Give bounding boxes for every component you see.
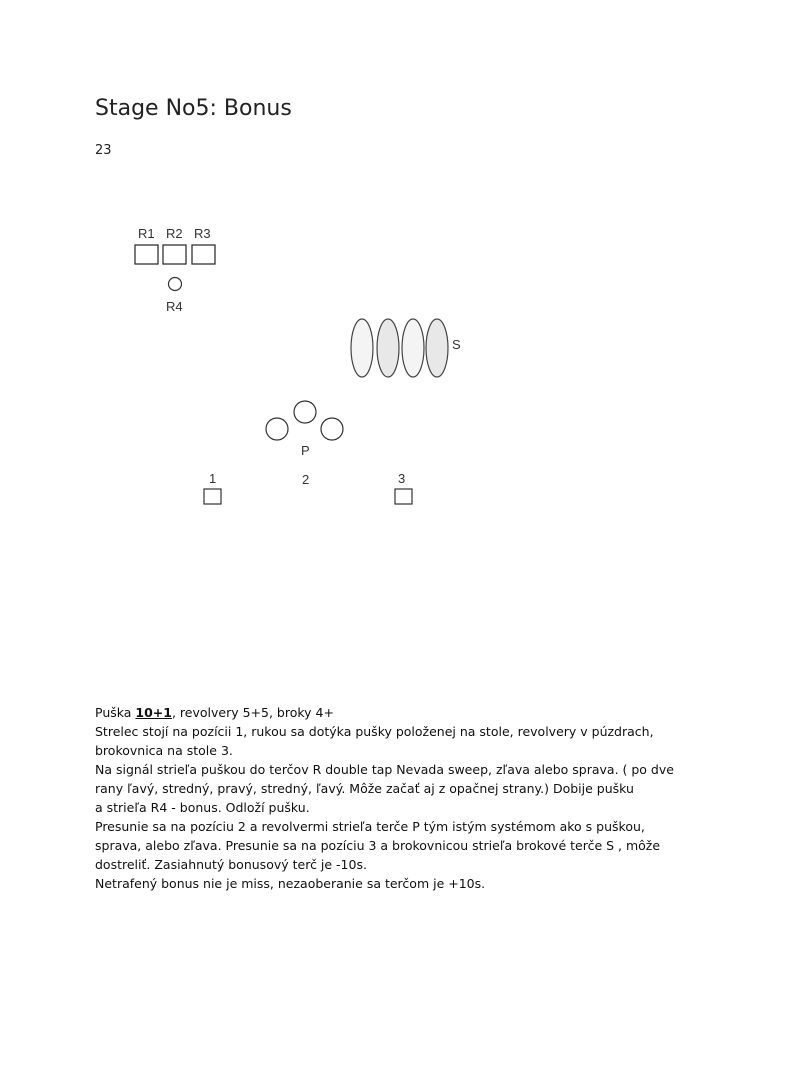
stage-title: Stage No5: Bonus [95,96,292,121]
description-line: a strieľa R4 - bonus. Odloží pušku. [95,800,310,815]
rifle-round-count: 10+1 [135,705,172,720]
page-number: 23 [95,143,112,158]
pistol-target-label: P [301,443,310,458]
weapons-prefix: Puška [95,705,136,720]
bonus-target-circle [169,278,182,291]
bonus-target-label: R4 [166,299,183,314]
description-line: rany ľavý, stredný, pravý, stredný, ľavý. Môže začať aj z opačnej strany.) Dobije pušku [95,781,634,796]
description-line: sprava, alebo zľava. Presunie sa na pozíciu 3 a brokovnicou strieľa brokové terče S , môže [95,838,661,853]
position-box [204,489,221,504]
shotgun-target [377,319,399,377]
description-line: Na signál strieľa puškou do terčov R double tap Nevada sweep, zľava alebo sprava. ( po dve [95,762,674,777]
rifle-target-box [163,245,186,264]
position-label: 3 [398,471,406,486]
description-line: Strelec stojí na pozícii 1, rukou sa dotýka pušky položenej na stole, revolvery v púzdrach, [95,724,654,739]
shotgun-target-label: S [452,337,461,352]
description-line: dostreliť. Zasiahnutý bonusový terč je -10s. [95,857,367,872]
description-line: brokovnica na stole 3. [95,743,233,758]
weapons-suffix: , revolvery 5+5, broky 4+ [171,705,334,720]
shotgun-target [402,319,424,377]
rifle-target-box [135,245,158,264]
shotgun-target [351,319,373,377]
description-line: Presunie sa na pozíciu 2 a revolvermi strieľa terče P tým istým systémom ako s puškou, [95,819,645,834]
pistol-target [294,401,316,423]
weapons-line [95,703,695,722]
rifle-target-label: R2 [166,226,183,241]
position-label: 2 [302,472,310,487]
shotgun-target [426,319,448,377]
description-line: Netrafený bonus nie je miss, nezaoberanie sa terčom je +10s. [95,876,486,891]
position-label: 1 [209,471,217,486]
stage-description [95,703,695,893]
rifle-target-label: R1 [138,226,155,241]
rifle-target-box [192,245,215,264]
rifle-target-label: R3 [194,226,211,241]
position-box [395,489,412,504]
pistol-target [266,418,288,440]
pistol-target [321,418,343,440]
